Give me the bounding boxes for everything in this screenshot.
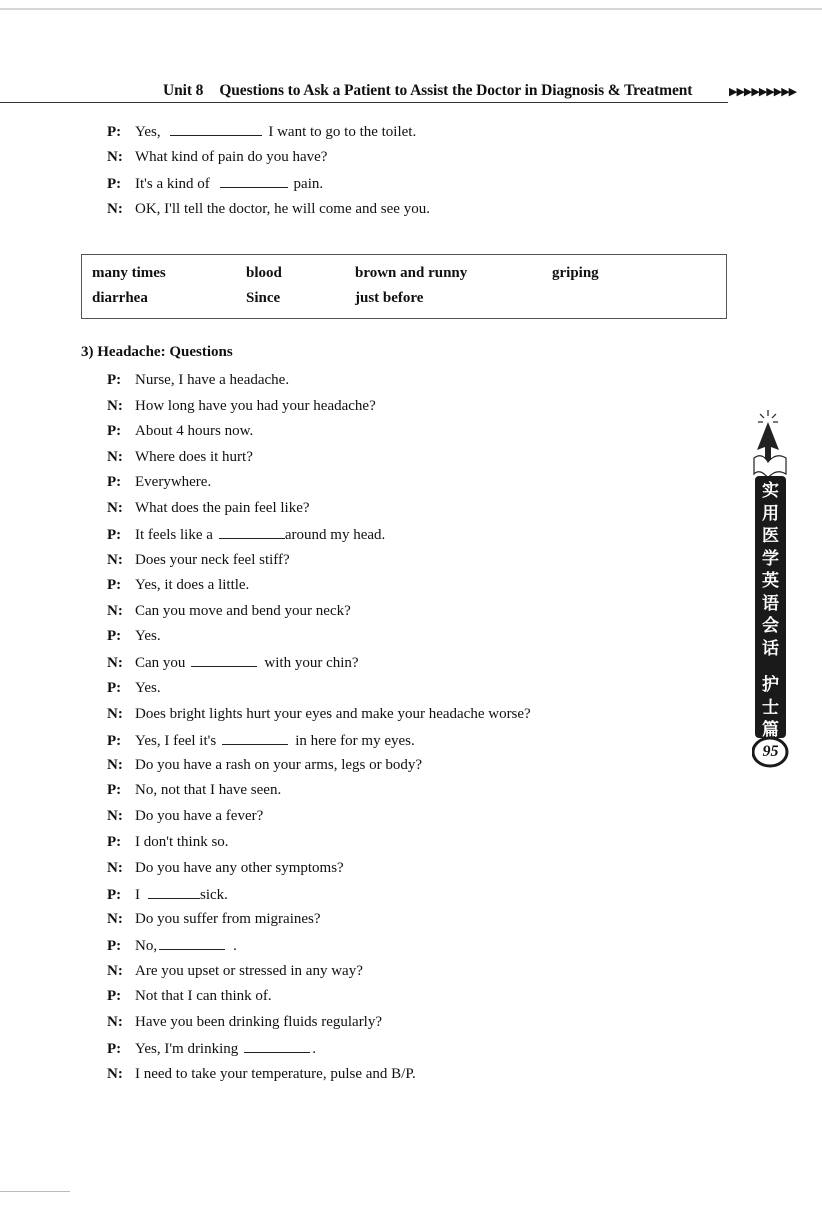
- speaker-label: P:: [107, 988, 122, 1004]
- line-text: It's a kind of: [135, 176, 210, 192]
- word-bank-item: griping: [552, 265, 599, 281]
- dialogue-line: [107, 858, 344, 878]
- line-text: Does your neck feel stiff?: [135, 552, 290, 568]
- line-text: No,: [135, 938, 158, 954]
- line-text: Yes, I feel it's: [135, 733, 217, 749]
- tab-title: [755, 480, 786, 742]
- line-text: I: [135, 887, 140, 903]
- speaker-label: N:: [107, 552, 123, 568]
- speaker-label: N:: [107, 500, 123, 516]
- line-text: Have you been drinking fluids regularly?: [135, 1014, 383, 1030]
- dialogue-line: [107, 370, 289, 390]
- dialogue-line: [107, 147, 327, 167]
- answer-blank[interactable]: [220, 173, 288, 188]
- speaker-label: P:: [107, 782, 122, 798]
- running-header: [0, 82, 822, 104]
- speaker-label: P:: [107, 124, 122, 140]
- tab-char: 用: [762, 503, 779, 524]
- speaker-label: N:: [107, 911, 123, 927]
- speaker-label: N:: [107, 963, 123, 979]
- word-bank-box: [81, 254, 727, 319]
- dialogue-line: [107, 755, 422, 775]
- arrow-decoration-icon: ▶▶▶▶▶▶▶▶▶: [729, 86, 797, 98]
- answer-blank[interactable]: [191, 652, 257, 667]
- speaker-label: P:: [107, 938, 122, 954]
- unit-label: Unit 8: [163, 82, 204, 99]
- dialogue-line: [107, 832, 229, 852]
- line-text: I need to take your temperature, pulse and B/P.: [135, 1066, 416, 1082]
- unit-title: Questions to Ask a Patient to Assist the Doctor in Diagnosis & Treatment: [219, 82, 693, 99]
- dialogue-line: [107, 1038, 316, 1058]
- tab-char: 医: [762, 526, 779, 546]
- speaker-label: N:: [107, 706, 123, 722]
- tab-char: 语: [762, 593, 779, 614]
- answer-blank[interactable]: [219, 524, 285, 539]
- dialogue-line: [107, 935, 237, 955]
- header-text: [163, 82, 692, 100]
- header-rule: [0, 102, 728, 103]
- line-text: I don't think so.: [135, 834, 229, 850]
- dialogue-line: [107, 447, 253, 467]
- dialogue-line: [107, 121, 416, 141]
- line-text: It feels like a: [135, 527, 213, 543]
- line-text: Where does it hurt?: [135, 449, 253, 465]
- word-bank-item: brown and runny: [355, 265, 468, 281]
- tab-char: 护: [762, 675, 779, 695]
- dialogue-line: [107, 199, 430, 219]
- line-text: Everywhere.: [135, 474, 212, 490]
- dialogue-line: [107, 678, 161, 698]
- line-text: Not that I can think of.: [135, 988, 272, 1004]
- page-number: 95: [762, 743, 779, 760]
- tab-char: 篇: [762, 720, 779, 740]
- dialogue-line: [107, 498, 310, 518]
- speaker-label: P:: [107, 474, 122, 490]
- speaker-label: N:: [107, 149, 123, 165]
- line-text: Yes, I'm drinking: [135, 1041, 239, 1057]
- line-text-after: with your chin?: [264, 655, 359, 671]
- word-bank-item: blood: [246, 265, 282, 281]
- dialogue-line: [107, 524, 385, 544]
- dialogue-line: [107, 909, 321, 929]
- tab-char: 学: [762, 548, 779, 569]
- sparkle-icon: [758, 410, 778, 422]
- speaker-label: P:: [107, 577, 122, 593]
- dialogue-line: [107, 780, 281, 800]
- speaker-label: N:: [107, 201, 123, 217]
- answer-blank[interactable]: [244, 1038, 310, 1053]
- dialogue-line: [107, 421, 253, 441]
- line-text: How long have you had your headache?: [135, 398, 376, 414]
- answer-blank[interactable]: [222, 730, 288, 745]
- line-text: Can you move and bend your neck?: [135, 603, 351, 619]
- word-bank-item: just before: [355, 290, 424, 306]
- dialogue-line: [107, 1012, 382, 1032]
- line-text: Yes,: [135, 124, 161, 140]
- scan-bottom-edge: [0, 1191, 70, 1192]
- answer-blank[interactable]: [159, 935, 225, 950]
- line-text-after: .: [312, 1041, 317, 1057]
- speaker-label: P:: [107, 423, 122, 439]
- dialogue-line: [107, 961, 363, 981]
- dialogue-line: [107, 704, 531, 724]
- line-text: Do you have a fever?: [135, 808, 264, 824]
- dialogue-line: [107, 626, 161, 646]
- line-text-after: in here for my eyes.: [295, 733, 415, 749]
- line-text: Nurse, I have a headache.: [135, 372, 290, 388]
- line-text: Yes, it does a little.: [135, 577, 250, 593]
- dialogue-line: [107, 1064, 416, 1084]
- side-tab: [752, 410, 790, 780]
- dialogue-line: [107, 173, 323, 193]
- dialogue-line: [107, 884, 228, 904]
- line-text-after: sick.: [200, 887, 228, 903]
- speaker-label: P:: [107, 887, 122, 903]
- line-text: What does the pain feel like?: [135, 500, 310, 516]
- dialogue-line: [107, 730, 415, 750]
- dialogue-line: [107, 986, 272, 1006]
- line-text-after: around my head.: [284, 527, 386, 543]
- answer-blank[interactable]: [170, 121, 262, 136]
- word-bank-item: Since: [246, 290, 281, 306]
- dialogue-line: [107, 806, 263, 826]
- line-text: Do you suffer from migraines?: [135, 911, 321, 927]
- tab-char: 士: [762, 697, 779, 718]
- tab-char: 会: [762, 616, 779, 636]
- tab-char: 话: [762, 638, 779, 659]
- speaker-label: P:: [107, 680, 122, 696]
- tab-char: 实: [762, 481, 779, 501]
- speaker-label: P:: [107, 733, 122, 749]
- line-text: Can you: [135, 655, 186, 671]
- speaker-label: N:: [107, 398, 123, 414]
- speaker-label: P:: [107, 628, 122, 644]
- dialogue-line: [107, 472, 211, 492]
- speaker-label: P:: [107, 527, 122, 543]
- dialogue-line: [107, 396, 376, 416]
- speaker-label: P:: [107, 372, 122, 388]
- line-text-after: pain.: [293, 176, 324, 192]
- book-icon: [754, 456, 786, 478]
- line-text: Yes.: [135, 680, 161, 696]
- dialogue-line: [107, 652, 359, 672]
- speaker-label: N:: [107, 860, 123, 876]
- speaker-label: N:: [107, 1014, 123, 1030]
- speaker-label: N:: [107, 1066, 123, 1082]
- line-text: What kind of pain do you have?: [135, 149, 328, 165]
- speaker-label: P:: [107, 176, 122, 192]
- speaker-label: P:: [107, 834, 122, 850]
- line-text: Are you upset or stressed in any way?: [135, 963, 363, 979]
- speaker-label: N:: [107, 808, 123, 824]
- tab-char: 英: [762, 571, 779, 591]
- answer-blank[interactable]: [148, 884, 200, 899]
- line-text-after: I want to go to the toilet.: [268, 124, 417, 140]
- speaker-label: P:: [107, 1041, 122, 1057]
- line-text: About 4 hours now.: [135, 423, 254, 439]
- line-text-after: .: [233, 938, 237, 954]
- line-text: Do you have a rash on your arms, legs or body?: [135, 757, 423, 773]
- line-text: Does bright lights hurt your eyes and make your headache worse?: [135, 706, 531, 722]
- speaker-label: N:: [107, 603, 123, 619]
- line-text: OK, I'll tell the doctor, he will come and see you.: [135, 201, 430, 217]
- word-bank-item: diarrhea: [92, 290, 148, 306]
- dialogue-line: [107, 550, 290, 570]
- dialogue-line: [107, 575, 249, 595]
- line-text: Yes.: [135, 628, 161, 644]
- dialogue-line: [107, 601, 351, 621]
- speaker-label: N:: [107, 449, 123, 465]
- line-text: Do you have any other symptoms?: [135, 860, 344, 876]
- section-title: 3) Headache: Questions: [81, 344, 233, 360]
- word-bank-item: many times: [92, 265, 166, 281]
- line-text: No, not that I have seen.: [135, 782, 282, 798]
- speaker-label: N:: [107, 757, 123, 773]
- speaker-label: N:: [107, 655, 123, 671]
- scan-top-edge: [0, 8, 822, 10]
